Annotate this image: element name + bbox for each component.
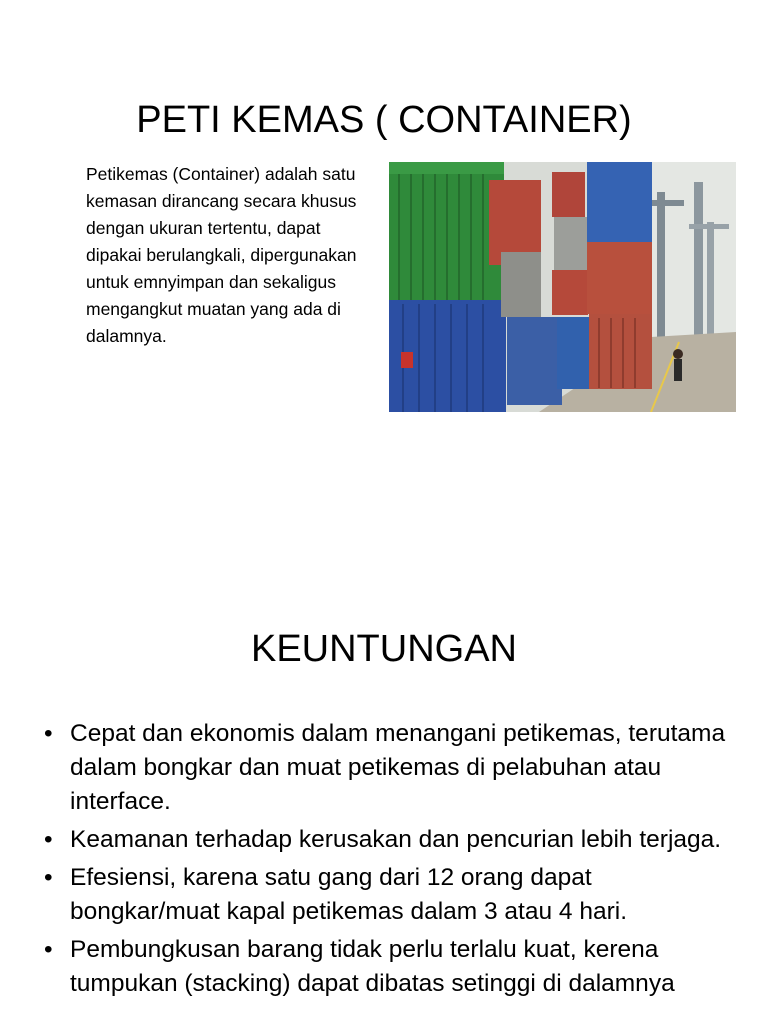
bullet-icon: • — [44, 864, 53, 891]
bullet-icon: • — [44, 720, 53, 747]
bullet-icon: • — [44, 936, 53, 963]
slide-2 — [0, 512, 768, 1024]
bullet-icon: • — [44, 826, 53, 853]
slide-title: KEUNTUNGAN — [250, 628, 518, 670]
list-item: • Pembungkusan barang tidak perlu terlalu kuat, kerena tumpukan (stacking) dapat dibatas setinggi di dalamnya — [44, 933, 734, 1001]
container-yard-photo — [389, 162, 736, 412]
slide-description: Petikemas (Container) adalah satu kemasan dirancang secara khusus dengan ukuran tertentu, dapat dipakai berulangkali, dipergunakan untuk emnyimpan dan sekaligus mengangkut muatan yang ada di dalamnya. — [86, 164, 357, 346]
slide-title: PETI KEMAS ( CONTAINER) — [136, 99, 632, 141]
list-item: • Efesiensi, karena satu gang dari 12 orang dapat bongkar/muat kapal petikemas dalam 3 atau 4 hari. — [44, 861, 734, 929]
bullet-list — [44, 717, 734, 1005]
list-item: • Keamanan terhadap kerusakan dan pencurian lebih terjaga. — [44, 823, 734, 857]
list-item: • Cepat dan ekonomis dalam menangani petikemas, terutama dalam bongkar dan muat petikemas di pelabuhan atau interface. — [44, 717, 734, 819]
